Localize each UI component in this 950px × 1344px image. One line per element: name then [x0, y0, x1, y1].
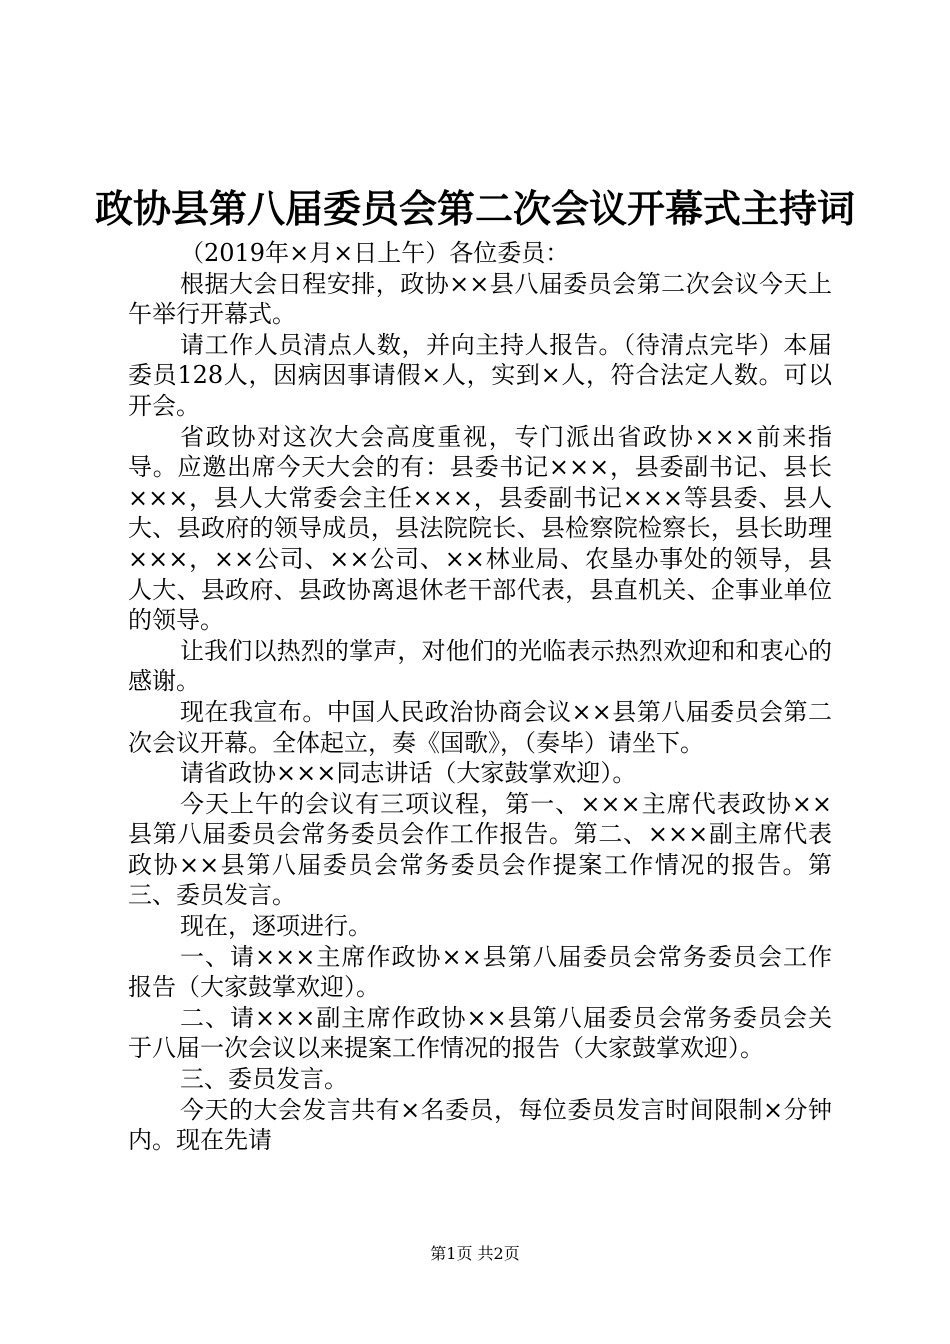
paragraph-item-two: 二、请×××副主席作政协××县第八届委员会常务委员会关于八届一次会议以来提案工作情况的报告（大家鼓掌欢迎）。 — [128, 1003, 832, 1063]
paragraph-schedule: 根据大会日程安排，政协××县八届委员会第二次会议今天上午举行开幕式。 — [128, 269, 832, 329]
paragraph-headcount: 请工作人员清点人数，并向主持人报告。（待清点完毕）本届委员128人，因病因事请假×人，实到×人，符合法定人数。可以开会。 — [128, 330, 832, 420]
paragraph-welcome: 让我们以热烈的掌声，对他们的光临表示热烈欢迎和和衷心的感谢。 — [128, 636, 832, 696]
paragraph-speech: 请省政协×××同志讲话（大家鼓掌欢迎）。 — [180, 759, 637, 788]
paragraph-agenda: 今天上午的会议有三项议程，第一、×××主席代表政协××县第八届委员会常务委员会作工作报告。第二、×××副主席代表政协××县第八届委员会常务委员会作提案工作情况的报告。第三、委员发言。 — [128, 789, 832, 910]
paragraph-date-greeting: （2019年×月×日上午）各位委员： — [180, 239, 570, 267]
paragraph-item-one: 一、请×××主席作政协××县第八届委员会常务委员会工作报告（大家鼓掌欢迎）。 — [128, 942, 832, 1002]
paragraph-opening: 现在我宣布。中国人民政治协商会议××县第八届委员会第二次会议开幕。全体起立，奏《国歌》，（奏毕）请坐下。 — [128, 697, 832, 757]
document-body — [128, 238, 832, 1156]
paragraph-proceed: 现在，逐项进行。 — [180, 912, 372, 941]
paragraph-item-three: 三、委员发言。 — [180, 1065, 348, 1094]
page-number-footer: 第1页 共2页 — [430, 1244, 520, 1263]
paragraph-attendees: 省政协对这次大会高度重视，专门派出省政协×××前来指导。应邀出席今天大会的有：县委书记×××，县委副书记、县长×××，县人大常委会主任×××，县委副书记×××等县委、县人大、县政府的领导成员，县法院院长、县检察院检察长，县长助理×××，××公司、××公司、××林业局、农垦办事处的领导，县人大、县政府、县政协离退休老干部代表，县直机关、企事业单位的领导。 — [128, 422, 832, 635]
paragraph-speakers: 今天的大会发言共有×名委员，每位委员发言时间限制×分钟内。现在先请 — [128, 1095, 832, 1155]
document-title: 政协县第八届委员会第二次会议开幕式主持词 — [94, 186, 855, 231]
